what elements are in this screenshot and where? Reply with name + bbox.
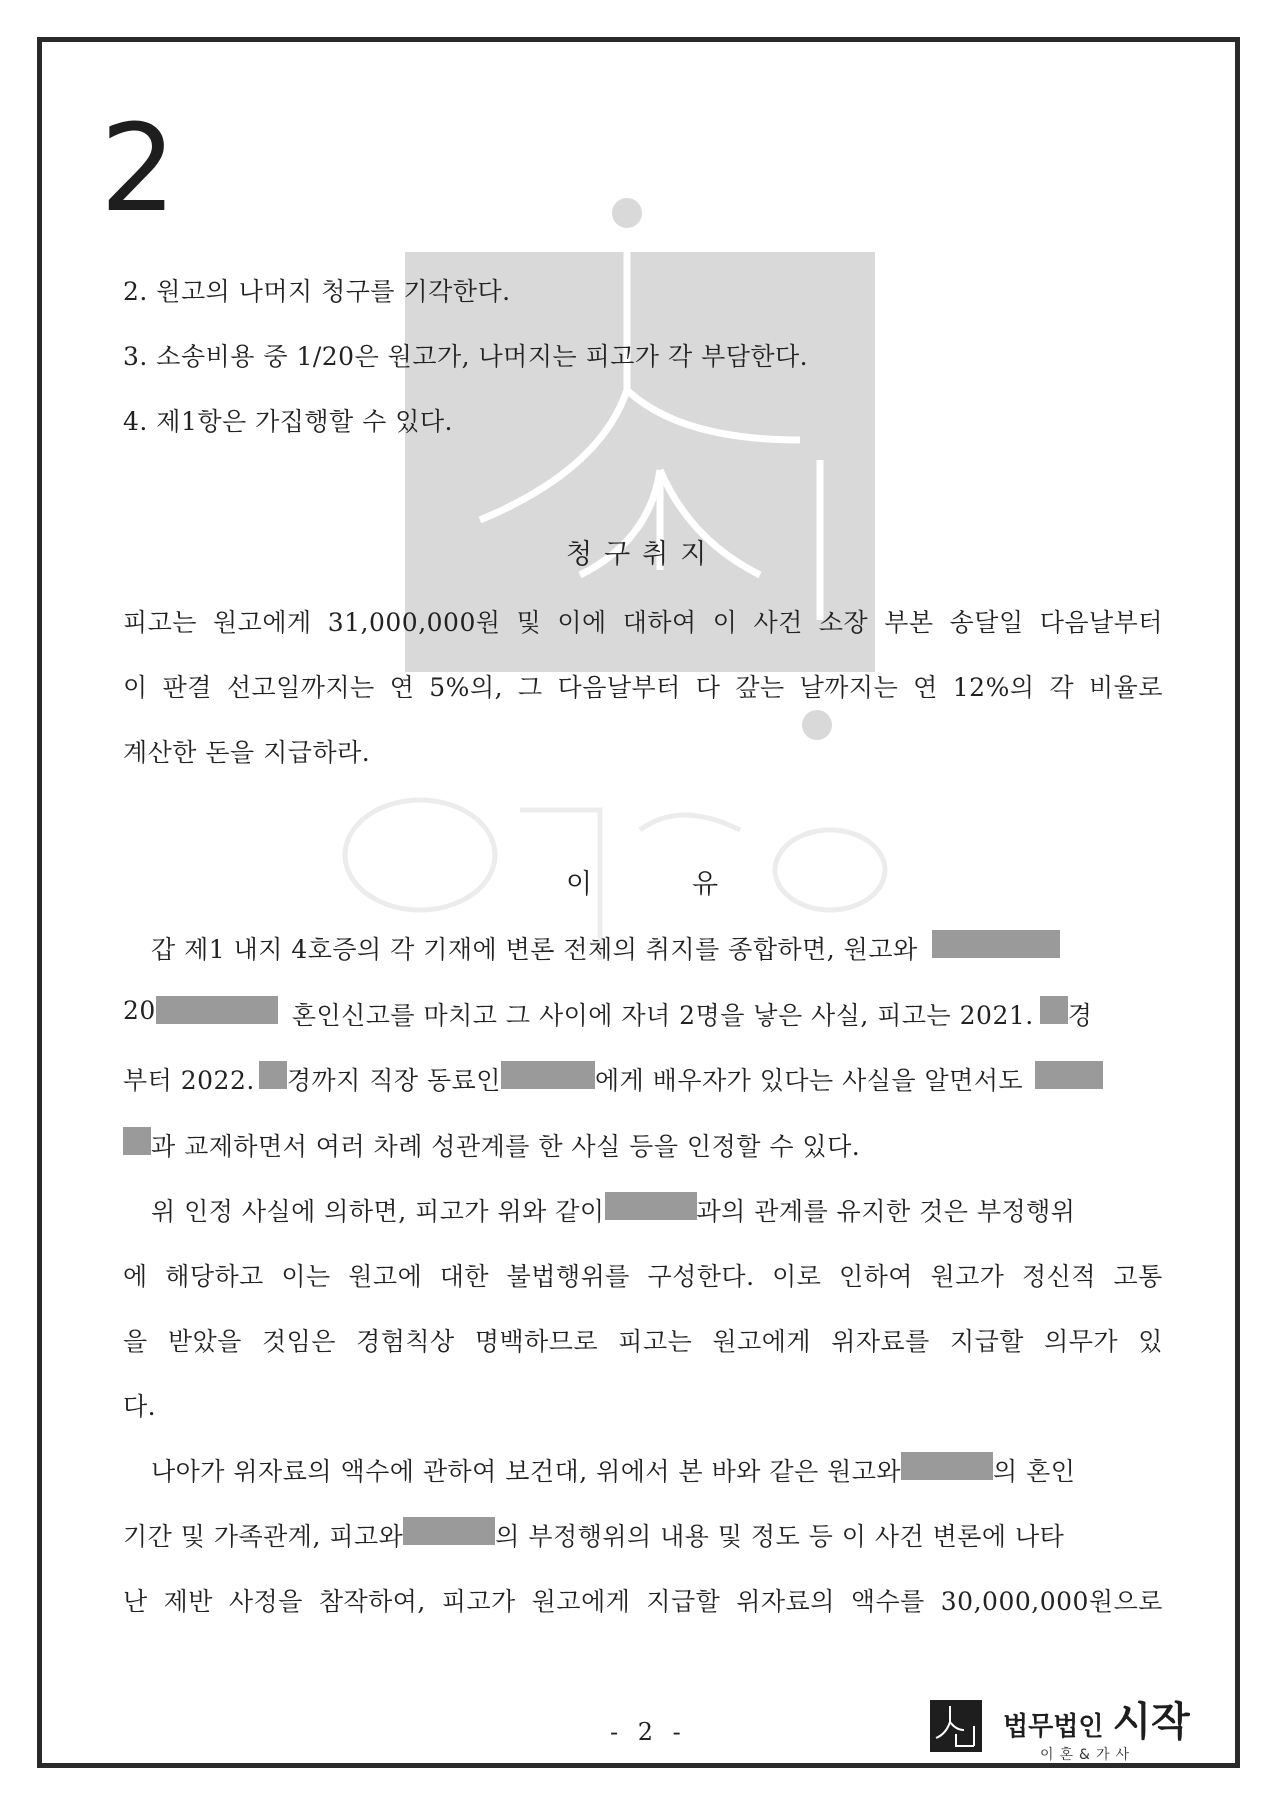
reason-text: 경까지 직장 동료인 xyxy=(286,1066,501,1095)
order-item-3: 3. 소송비용 중 1/20은 원고가, 나머지는 피고가 각 부담한다. xyxy=(123,342,809,371)
word: 위자료를 xyxy=(831,1327,930,1356)
redacted-date xyxy=(156,996,278,1024)
word: 지급할 xyxy=(949,1327,1024,1356)
reason-text: 위 인정 사실에 의하면, 피고가 위와 같이 xyxy=(151,1197,605,1226)
word: 액수를 xyxy=(850,1587,925,1616)
word: 피고는 xyxy=(618,1327,693,1356)
word: 선고일까지는 xyxy=(226,673,375,702)
redacted-date xyxy=(1040,996,1068,1024)
redacted-name xyxy=(605,1192,697,1220)
reason-text: 의 부정행위의 내용 및 정도 등 이 사건 변론에 나타 xyxy=(495,1522,1065,1551)
word: 부본 xyxy=(884,608,934,637)
word: 날까지는 xyxy=(799,673,899,702)
firm-logo-icon xyxy=(930,1700,982,1752)
redacted-name xyxy=(932,930,1060,958)
reason-text: 과 교제하면서 여러 차례 성관계를 한 사실 등을 인정할 수 있다. xyxy=(151,1132,861,1161)
word: 의무가 xyxy=(1044,1327,1119,1356)
word: 다음날부터 xyxy=(557,673,681,702)
firm-name xyxy=(1003,1690,1190,1747)
reason-line-8: 다. xyxy=(123,1392,157,1421)
word: 이에 xyxy=(557,608,607,637)
reason-line-2 xyxy=(123,996,1163,1032)
word: 다음날부터 xyxy=(1039,608,1163,637)
word: 피고는 xyxy=(123,608,197,637)
redacted-name xyxy=(1035,1061,1103,1089)
word: 30,000,000원으로 xyxy=(940,1587,1163,1616)
redacted-name xyxy=(501,1061,595,1089)
page-number-large: 2 xyxy=(100,100,177,239)
word: 다 xyxy=(695,673,721,702)
word: 대하여 xyxy=(622,608,697,637)
reason-text: 과의 관계를 유지한 것은 부정행위 xyxy=(696,1197,1076,1226)
reason-heading-first: 이 xyxy=(566,869,593,900)
word: 불법행위를 xyxy=(506,1262,630,1291)
word: 사정을 xyxy=(228,1587,303,1616)
claim-line xyxy=(123,603,1163,639)
reason-line-9 xyxy=(123,1452,1163,1488)
word: 있 xyxy=(1138,1327,1163,1356)
word: 구성한다. xyxy=(647,1262,755,1291)
redacted-name xyxy=(403,1517,495,1545)
redacted-date xyxy=(259,1061,287,1089)
reason-line-11 xyxy=(123,1582,1163,1618)
word: 을 xyxy=(123,1327,148,1356)
word: 및 xyxy=(516,608,542,637)
firm-name-big: 시작 xyxy=(1112,1699,1190,1745)
reason-text: 의 혼인 xyxy=(993,1457,1076,1486)
word: 이 xyxy=(712,608,738,637)
word: 원고에게 xyxy=(531,1587,631,1616)
word: 받았을 xyxy=(167,1327,242,1356)
reason-text: 혼인신고를 마치고 그 사이에 자녀 2명을 낳은 사실, 피고는 2021. xyxy=(291,1001,1034,1030)
word: 해당하고 xyxy=(165,1262,264,1291)
word: 정신적 xyxy=(1022,1262,1096,1291)
word: 비율로 xyxy=(1089,673,1163,702)
word: 고통 xyxy=(1113,1262,1163,1291)
reason-line-5 xyxy=(123,1192,1163,1228)
word: 제반 xyxy=(163,1587,213,1616)
reason-line-7 xyxy=(123,1322,1163,1358)
firm-subtitle: 이혼&가사 xyxy=(1040,1747,1136,1763)
word: 것임은 xyxy=(261,1327,336,1356)
word: 난 xyxy=(123,1587,148,1616)
order-item-4: 4. 제1항은 가집행할 수 있다. xyxy=(123,407,453,436)
word: 이는 xyxy=(281,1262,331,1291)
redacted-name xyxy=(901,1452,993,1480)
word: 사건 xyxy=(753,608,803,637)
word: 대한 xyxy=(439,1262,490,1291)
order-item-2: 2. 원고의 나머지 청구를 기각한다. xyxy=(123,277,511,306)
word: 원고에게 xyxy=(213,608,312,637)
word: 그 xyxy=(517,673,543,702)
reason-line-6 xyxy=(123,1257,1163,1293)
word: 5%의, xyxy=(429,673,504,702)
word: 이로 xyxy=(772,1262,822,1291)
claim-heading: 청구취지 xyxy=(566,539,719,570)
word: 판결 xyxy=(162,673,212,702)
word: 연 xyxy=(389,673,415,702)
reason-text: 경 xyxy=(1067,1001,1093,1030)
word: 갚는 xyxy=(735,673,785,702)
word: 소장 xyxy=(818,608,869,637)
word: 원고에게 xyxy=(712,1327,812,1356)
word: 이 xyxy=(123,673,148,702)
word: 31,000,000원 xyxy=(327,608,501,637)
reason-text: 부터 2022. xyxy=(123,1066,255,1095)
reason-text: 나아가 위자료의 액수에 관하여 보건대, 위에서 본 바와 같은 원고와 xyxy=(151,1457,902,1486)
reason-line-1 xyxy=(123,930,1163,966)
reason-text: 갑 제1 내지 4호증의 각 기재에 변론 전체의 취지를 종합하면, 원고와 xyxy=(151,935,918,964)
word: 피고가 xyxy=(441,1587,516,1616)
reason-line-10 xyxy=(123,1517,1163,1553)
word: 지급할 xyxy=(646,1587,721,1616)
word: 위자료의 xyxy=(736,1587,835,1616)
firm-name-small: 법무법인 xyxy=(1003,1712,1104,1742)
reason-text: 기간 및 가족관계, 피고와 xyxy=(123,1522,404,1551)
reason-line-4 xyxy=(123,1127,1163,1163)
word: 인하여 xyxy=(838,1262,913,1291)
redacted-name xyxy=(123,1127,151,1155)
claim-line xyxy=(123,668,1163,704)
word: 12%의 xyxy=(952,673,1035,702)
word: 경험칙상 xyxy=(356,1327,455,1356)
word: 원고에 xyxy=(348,1262,423,1291)
word: 송달일 xyxy=(949,608,1024,637)
word: 명백하므로 xyxy=(474,1327,599,1356)
page-number-footer: - 2 - xyxy=(610,1718,687,1746)
word: 참작하여, xyxy=(318,1587,426,1616)
reason-heading-second: 유 xyxy=(692,869,719,900)
word: 각 xyxy=(1049,673,1075,702)
word: 연 xyxy=(913,673,938,702)
reason-line-3 xyxy=(123,1061,1163,1097)
claim-line: 계산한 돈을 지급하라. xyxy=(123,738,371,767)
word: 원고가 xyxy=(930,1262,1005,1291)
reason-text: 에게 배우자가 있다는 사실을 알면서도 xyxy=(594,1066,1024,1095)
word: 에 xyxy=(123,1262,148,1291)
reason-text: 20 xyxy=(123,996,156,1025)
